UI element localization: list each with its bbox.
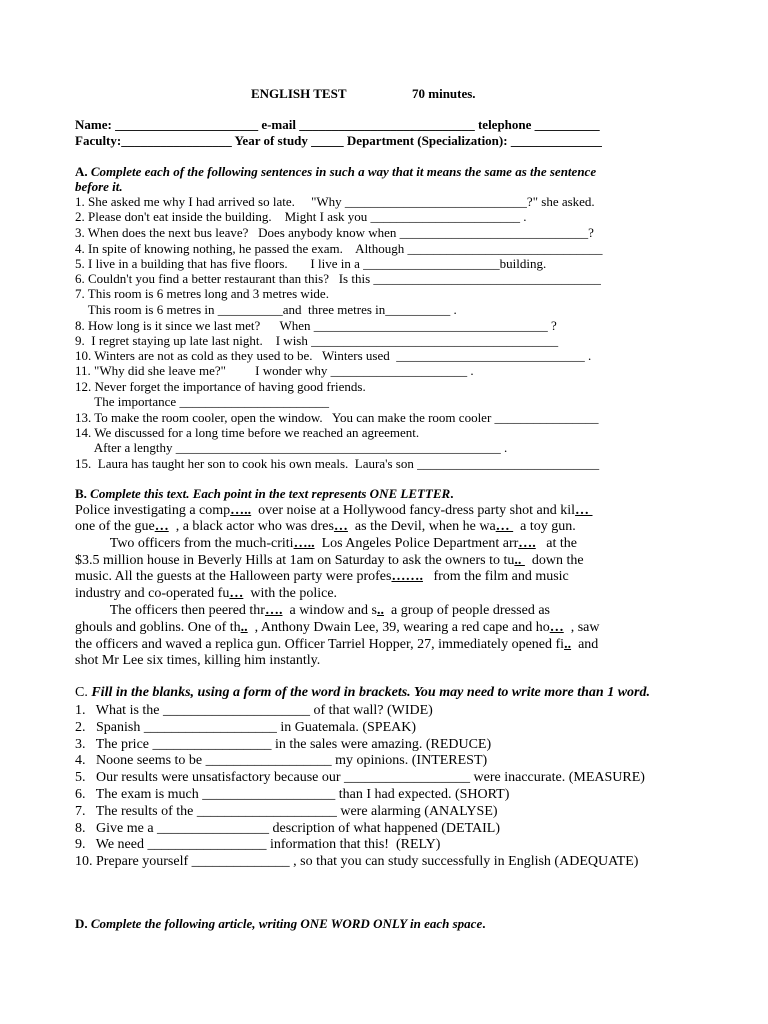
letter-gap: .. [240, 620, 248, 635]
section-b-text-segment: with the police. [243, 586, 338, 601]
section-b-text-segment: music. All the guests at the Halloween party were profes [75, 569, 392, 584]
letter-gap: ……. [391, 569, 423, 584]
section-b-text-segment: , saw [563, 620, 600, 635]
section-b-text-segment: The officers then peered thr [75, 603, 265, 618]
section-c-item: 8. Give me a ________________ description of what happened (DETAIL) [75, 821, 500, 836]
section-d-letter: D. [75, 916, 88, 931]
section-b-line [75, 503, 593, 519]
section-c-item: 1. What is the _____________________ of that wall? (WIDE) [75, 703, 433, 718]
letter-gap: .. [514, 553, 525, 568]
section-c-item: 5. Our results were unsatisfactory because our __________________ were inaccurate. (MEASURE) [75, 770, 645, 785]
letter-gap: .. [376, 603, 384, 618]
section-b-heading: B. Complete this text. Each point in the text represents ONE LETTER. [75, 486, 454, 501]
section-b-text-segment: $3.5 million house in Beverly Hills at 1am on Saturday to ask the owners to tu [75, 553, 515, 568]
letter-gap: …. [518, 536, 536, 551]
section-a-item: 6. Couldn't you find a better restaurant than this? Is this ___________________________________ [75, 271, 601, 286]
section-b-line [75, 569, 569, 585]
section-b-line [75, 586, 337, 602]
section-b-text-segment: as the Devil, when he wa [347, 519, 496, 534]
letter-gap: … [154, 519, 169, 534]
section-a-item: The importance _______________________ [75, 394, 329, 409]
letter-gap: … [495, 519, 514, 534]
section-d-instruction: Complete the following article, writing ONE WORD ONLY in each space [87, 916, 483, 931]
section-b-text-segment: the officers and waved a replica gun. Officer Tarriel Hopper, 27, immediately opened fi [75, 637, 565, 652]
letter-gap: … [575, 503, 593, 518]
letter-gap: ….. [230, 503, 252, 518]
section-b-line [75, 637, 598, 653]
section-a-letter: A. [75, 164, 88, 179]
section-b-line [75, 603, 550, 619]
section-b-text-segment: industry and co-operated fu [75, 586, 230, 601]
test-duration: 70 minutes. [412, 86, 476, 101]
section-a-item: 10. Winters are not as cold as they used to be. Winters used _____________________________ . [75, 348, 592, 363]
section-b-line [75, 553, 584, 569]
section-b-text-segment: a window and s [282, 603, 377, 618]
section-a-instruction: Complete each of the following sentences in such a way that it means the same as the sentence [87, 164, 597, 179]
section-c-item: 9. We need _________________ information that this! (RELY) [75, 837, 441, 852]
section-a-item: 13. To make the room cooler, open the window. You can make the room cooler ________________ [75, 410, 599, 425]
letter-gap: … [229, 586, 244, 601]
section-a-heading [75, 164, 596, 180]
section-b-line [75, 519, 576, 535]
section-a-item: 5. I live in a building that has five floors. I live in a _____________________building. [75, 256, 547, 271]
section-a-item: 8. How long is it since we last met? When ____________________________________ ? [75, 318, 557, 333]
section-b-line [75, 620, 600, 636]
section-b-letter: B. [75, 486, 87, 501]
section-b-text-segment: ghouls and goblins. One of th [75, 620, 241, 635]
section-b-instruction: Complete this text. Each point in the text represents ONE LETTER [86, 486, 451, 501]
section-a-item: 1. She asked me why I had arrived so late. "Why ____________________________?" she asked. [75, 194, 595, 209]
section-a-item: 9. I regret staying up late last night. I wish ______________________________________ [75, 333, 559, 348]
section-b-text-segment: one of the gue [75, 519, 155, 534]
section-c-item: 4. Noone seems to be __________________ my opinions. (INTEREST) [75, 753, 488, 768]
section-a-item: 7. This room is 6 metres long and 3 metres wide. [75, 286, 329, 301]
section-c-heading [75, 685, 650, 701]
section-a-item: 4. In spite of knowing nothing, he passed the exam. Although ______________________________ [75, 241, 603, 256]
section-b-text-segment: and [571, 637, 599, 652]
section-c-item: 3. The price _________________ in the sales were amazing. (REDUCE) [75, 737, 492, 752]
section-a-item: 14. We discussed for a long time before we reached an agreement. [75, 425, 420, 440]
letter-gap: … [549, 620, 564, 635]
section-b-line [75, 536, 577, 552]
section-c-item: 7. The results of the ____________________ were alarming (ANALYSE) [75, 804, 498, 819]
section-b-text-segment: , a black actor who was dres [168, 519, 334, 534]
section-c-letter: C. [75, 685, 88, 700]
section-c-item: 10. Prepare yourself ______________ , so that you can study successfully in English (ADEQUATE) [75, 854, 639, 869]
section-a-item: This room is 6 metres in __________and three metres in__________ . [75, 302, 457, 317]
section-b-text-segment: shot Mr Lee six times, killing him instantly. [75, 653, 321, 668]
letter-gap: …. [264, 603, 283, 618]
section-c-item: 2. Spanish ___________________ in Guatemala. (SPEAK) [75, 720, 417, 735]
section-b-text-segment: Police investigating a comp [75, 503, 231, 518]
section-b-text-segment: at the [535, 536, 577, 551]
section-d-heading: D. Complete the following article, writing ONE WORD ONLY in each space. [75, 916, 486, 931]
section-b-text-segment: Two officers from the much-criti [75, 536, 294, 551]
section-b-text-segment: , Anthony Dwain Lee, 39, wearing a red cape and ho [247, 620, 550, 635]
section-b-text-segment: down the [524, 553, 584, 568]
section-a-item: 3. When does the next bus leave? Does anybody know when _____________________________? [75, 225, 594, 240]
section-c-item: 6. The exam is much ___________________ than I had expected. (SHORT) [75, 787, 510, 802]
section-a-item: 12. Never forget the importance of having good friends. [75, 379, 366, 394]
section-c-instruction: Fill in the blanks, using a form of the word in brackets. You may need to write more than 1 word. [87, 685, 650, 700]
section-b-line [75, 653, 320, 669]
test-title: ENGLISH TEST [251, 86, 347, 101]
student-info-row-1: Name: ______________________ e-mail ___________________________ telephone __________ [75, 117, 600, 132]
section-b-text-segment: a group of people dressed as [383, 603, 550, 618]
section-a-instruction-cont: before it. [75, 179, 123, 194]
letter-gap: … [333, 519, 348, 534]
letter-gap: ….. [293, 536, 315, 551]
section-a-item: 11. "Why did she leave me?" I wonder why _____________________ . [75, 363, 474, 378]
section-b-text-segment: a toy gun. [513, 519, 576, 534]
section-b-text-segment: from the film and music [422, 569, 569, 584]
student-info-row-2: Faculty:_________________ Year of study _____ Department (Specialization): ______________ [75, 133, 602, 148]
section-a-item: After a lengthy __________________________________________________ . [75, 440, 508, 455]
section-a-item: 2. Please don't eat inside the building. Might I ask you _______________________ . [75, 209, 527, 224]
section-b-text-segment: over noise at a Hollywood fancy-dress party shot and kil [251, 503, 576, 518]
section-a-item: 15. Laura has taught her son to cook his own meals. Laura's son ____________________________ [75, 456, 600, 471]
letter-gap: .. [564, 637, 572, 652]
section-b-text-segment: Los Angeles Police Department arr [314, 536, 519, 551]
